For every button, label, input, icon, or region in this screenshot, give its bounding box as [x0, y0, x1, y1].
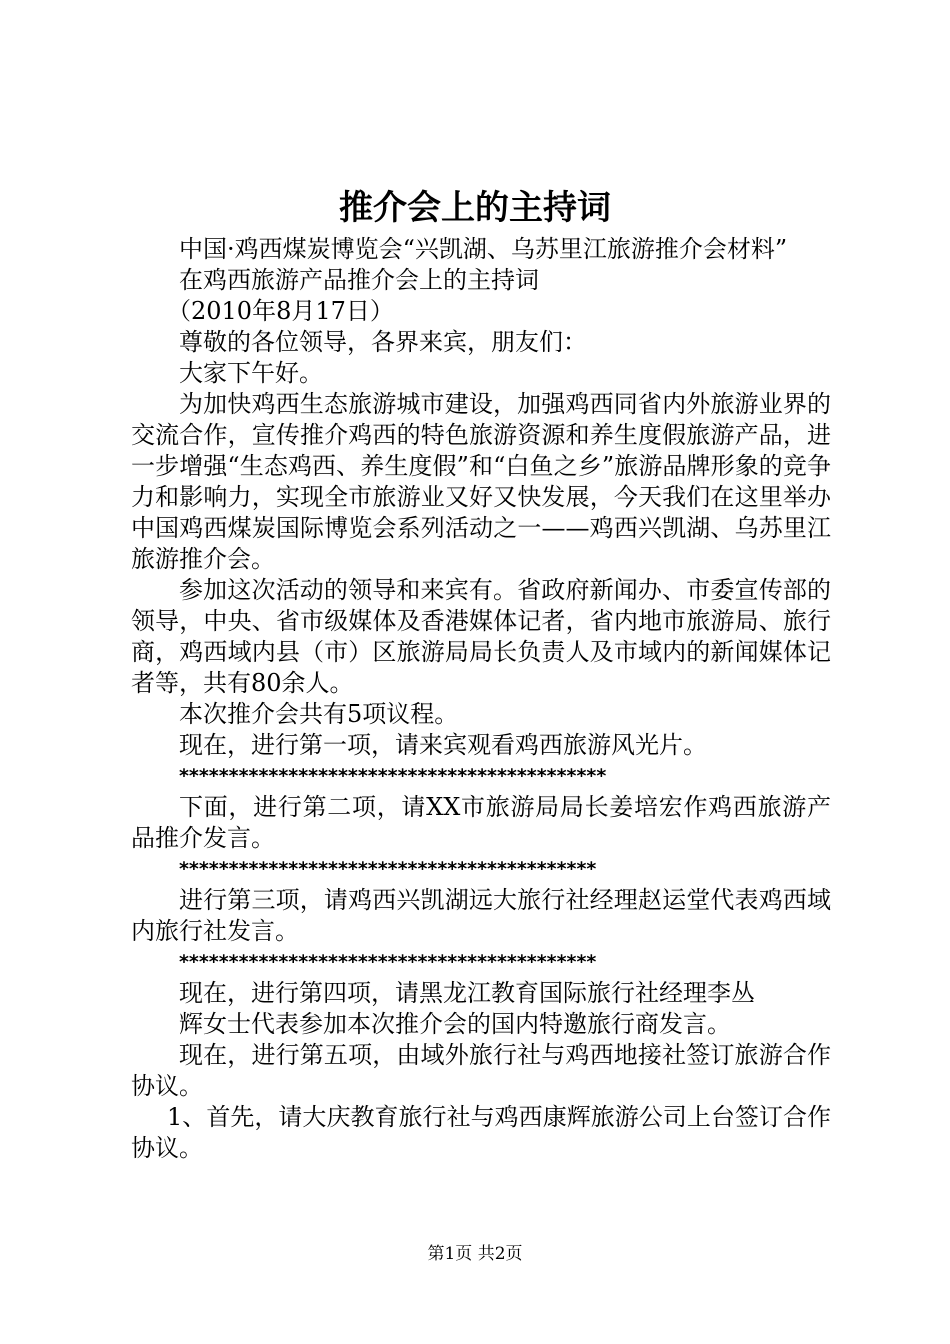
document-title: 推介会上的主持词 — [339, 188, 611, 228]
paragraph-item-one: 现在，进行第一项，请来宾观看鸡西旅游风光片。 — [179, 731, 707, 759]
paragraph-date: （2010年8月17日） — [167, 297, 394, 325]
paragraph-item-three: 进行第三项，请鸡西兴凯湖远大旅行社经理赵运堂代表鸡西域内旅行社发言。 — [131, 886, 831, 945]
paragraph-good-afternoon: 大家下午好。 — [179, 359, 323, 387]
paragraph-item-five: 现在，进行第五项，由域外旅行社与鸡西地接社签订旅游合作协议。 — [131, 1041, 831, 1100]
page-number-footer: 第1页 共2页 — [427, 1244, 523, 1264]
separator-stars: ******************************************* — [179, 765, 607, 787]
paragraph-item-four-continued: 辉女士代表参加本次推介会的国内特邀旅行商发言。 — [179, 1010, 731, 1038]
paragraph-subtitle: 在鸡西旅游产品推介会上的主持词 — [179, 266, 539, 294]
paragraph-item-two: 下面，进行第二项，请XX市旅游局局长姜培宏作鸡西旅游产品推介发言。 — [131, 793, 831, 852]
separator-stars: ****************************************** — [179, 858, 597, 880]
paragraph-event-material: 中国·鸡西煤炭博览会“兴凯湖、乌苏里江旅游推介会材料” — [179, 235, 788, 263]
paragraph-agenda-count: 本次推介会共有5项议程。 — [179, 700, 459, 728]
paragraph-purpose: 为加快鸡西生态旅游城市建设，加强鸡西同省内外旅游业界的交流合作，宣传推介鸡西的特色旅游资源和养生度假旅游产品，进一步增强“生态鸡西、养生度假”和“白鱼之乡”旅游品牌形象的竞争力和影响力，实现全市旅游业又好又快发展，今天我们在这里举办中国鸡西煤炭国际博览会系列活动之一——鸡西兴凯湖、乌苏里江旅游推介会。 — [131, 390, 831, 573]
separator-stars: ****************************************** — [179, 951, 597, 973]
paragraph-attendees: 参加这次活动的领导和来宾有。省政府新闻办、市委宣传部的领导，中央、省市级媒体及香港媒体记者，省内地市旅游局、旅行商，鸡西域内县（市）区旅游局局长负责人及市域内的新闻媒体记者等，共有80余人。 — [131, 576, 831, 697]
document-body — [131, 234, 831, 1164]
paragraph-item-four: 现在，进行第四项，请黑龙江教育国际旅行社经理李丛 — [179, 979, 755, 1007]
paragraph-greeting: 尊敬的各位领导，各界来宾，朋友们： — [179, 328, 587, 356]
paragraph-signing-one: 1、首先，请大庆教育旅行社与鸡西康辉旅游公司上台签订合作协议。 — [131, 1103, 831, 1162]
